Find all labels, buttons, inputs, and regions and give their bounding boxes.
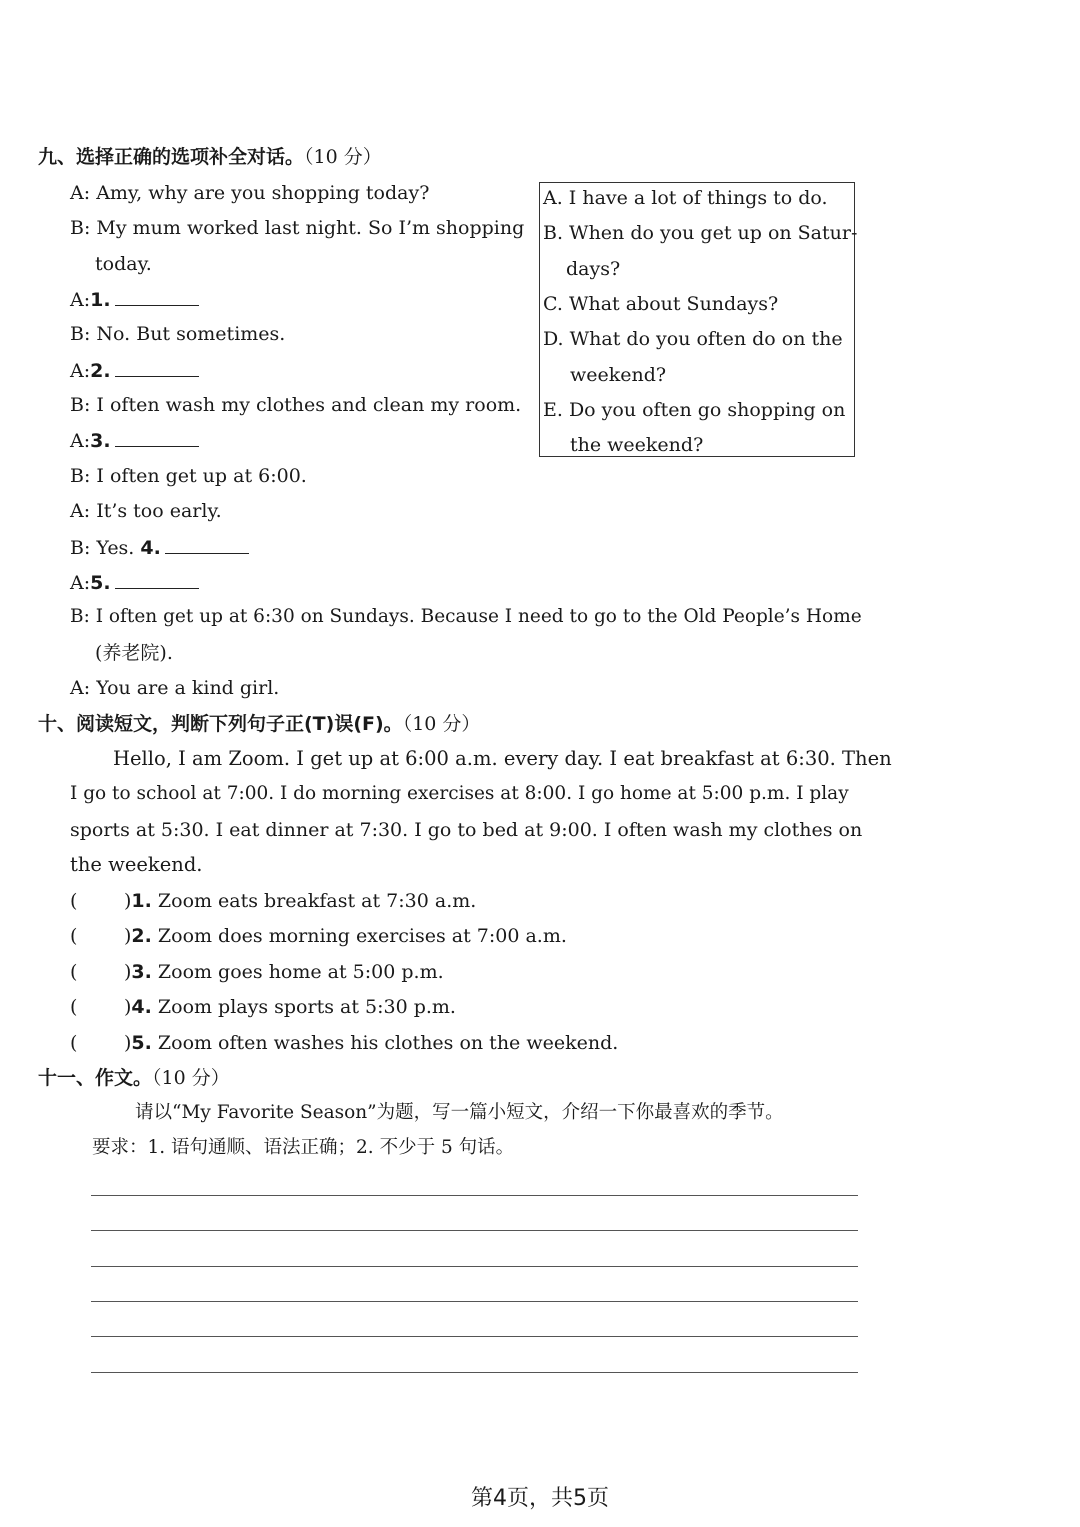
dialogue-blank-3: A:3. bbox=[70, 428, 199, 453]
answer-slot-3[interactable] bbox=[84, 960, 120, 984]
section-10-title-text: 十、阅读短文，判断下列句子正(T)误(F)。 bbox=[38, 713, 403, 735]
passage-line-4: the weekend. bbox=[70, 853, 203, 876]
dialogue-line-13: A: You are a kind girl. bbox=[70, 677, 280, 699]
writing-line[interactable] bbox=[91, 1336, 858, 1337]
page-footer: 第4页，共5页 bbox=[471, 1486, 609, 1511]
composition-prompt: 请以“My Favorite Season”为题，写一篇小短文，介绍一下你最喜欢的季节。 bbox=[135, 1102, 784, 1123]
answer-slot-4[interactable] bbox=[84, 995, 120, 1019]
dialogue-blank-2: A:2. bbox=[70, 358, 199, 383]
section-11-title bbox=[38, 1066, 230, 1090]
option-e-cont: the weekend? bbox=[570, 434, 704, 456]
section-10-points: （10 分） bbox=[402, 713, 481, 735]
passage-line-2: I go to school at 7:00. I do morning exercises at 8:00. I go home at 5:00 p.m. I play bbox=[70, 783, 849, 804]
passage-line-1: Hello, I am Zoom. I get up at 6:00 a.m. every day. I eat breakfast at 6:30. Then bbox=[113, 747, 892, 770]
dialogue-line-1: A: Amy, why are you shopping today? bbox=[70, 182, 430, 204]
answer-blank-3[interactable] bbox=[115, 428, 199, 447]
answer-blank-2[interactable] bbox=[115, 358, 199, 377]
answer-blank-5[interactable] bbox=[115, 570, 199, 589]
answer-blank-1[interactable] bbox=[115, 287, 199, 306]
dialogue-line-12-cont: (养老院). bbox=[95, 642, 173, 664]
dialogue-blank-4: B: Yes. 4. bbox=[70, 535, 249, 560]
section-9-points: （10 分） bbox=[304, 146, 382, 168]
writing-line[interactable] bbox=[91, 1195, 858, 1196]
section-9-title bbox=[38, 145, 382, 169]
writing-line[interactable] bbox=[91, 1230, 858, 1231]
answer-slot-1[interactable] bbox=[84, 889, 120, 913]
section-10-title bbox=[38, 712, 480, 736]
option-b: B. When do you get up on Satur- bbox=[543, 222, 858, 244]
writing-line[interactable] bbox=[91, 1301, 858, 1302]
option-c: C. What about Sundays? bbox=[543, 293, 779, 315]
writing-line[interactable] bbox=[91, 1372, 858, 1373]
answer-slot-5[interactable] bbox=[84, 1031, 120, 1055]
option-d-cont: weekend? bbox=[570, 364, 667, 386]
option-a: A. I have a lot of things to do. bbox=[543, 187, 828, 209]
option-d: D. What do you often do on the bbox=[543, 328, 843, 350]
answer-slot-2[interactable] bbox=[84, 924, 120, 948]
dialogue-line-2: B: My mum worked last night. So I’m shopping bbox=[70, 217, 525, 239]
option-e: E. Do you often go shopping on bbox=[543, 399, 846, 421]
dialogue-line-8: B: I often get up at 6:00. bbox=[70, 465, 307, 487]
passage-line-3: sports at 5:30. I eat dinner at 7:30. I go to bed at 9:00. I often wash my clothes on bbox=[70, 819, 863, 841]
answer-blank-4[interactable] bbox=[165, 535, 249, 554]
dialogue-line-6: B: I often wash my clothes and clean my room. bbox=[70, 394, 522, 416]
section-9-title-text: 九、选择正确的选项补全对话。 bbox=[38, 146, 305, 168]
dialogue-blank-1: A:1. bbox=[70, 287, 199, 312]
dialogue-blank-5: A:5. bbox=[70, 570, 199, 595]
dialogue-line-12: B: I often get up at 6:30 on Sundays. Because I need to go to the Old People’s Home bbox=[70, 606, 862, 627]
section-11-points: （10 分） bbox=[152, 1067, 230, 1089]
dialogue-line-9: A: It’s too early. bbox=[70, 500, 222, 522]
dialogue-line-2-cont: today. bbox=[95, 253, 152, 275]
option-b-cont: days? bbox=[566, 258, 621, 280]
section-11-title-text: 十一、作文。 bbox=[38, 1067, 153, 1089]
dialogue-line-4: B: No. But sometimes. bbox=[70, 323, 286, 345]
writing-line[interactable] bbox=[91, 1266, 858, 1267]
composition-requirements: 要求：1. 语句通顺、语法正确；2. 不少于 5 句话。 bbox=[92, 1137, 515, 1158]
